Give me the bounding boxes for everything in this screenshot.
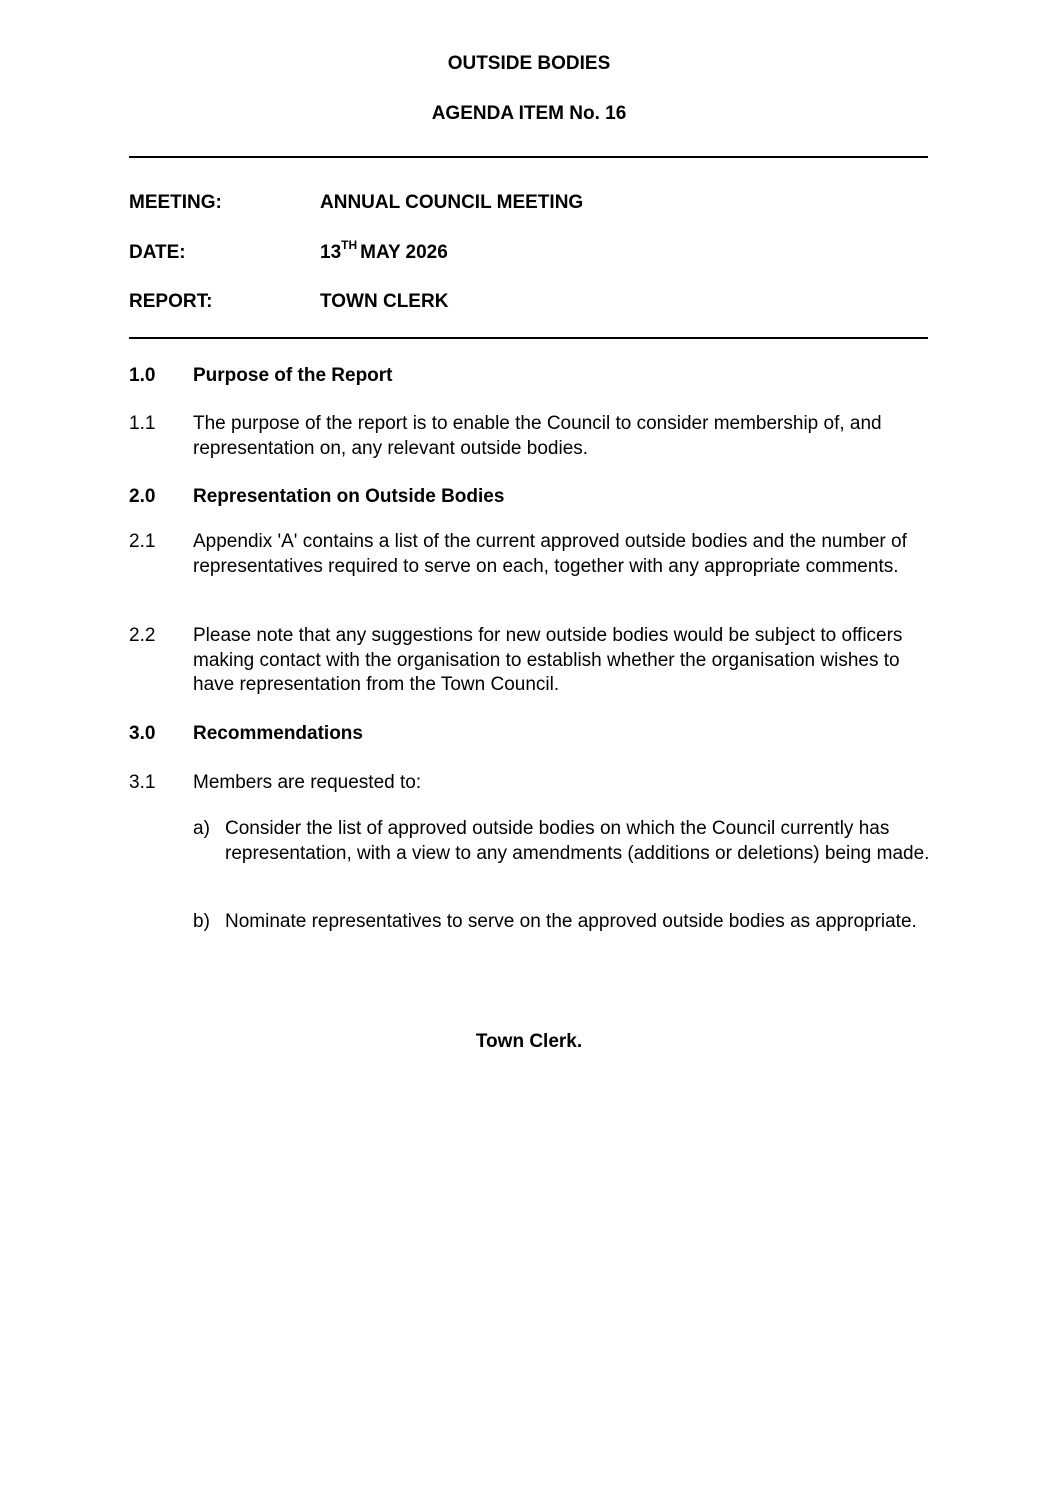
paragraph-3-1-text: Members are requested to:	[193, 772, 422, 793]
top-divider	[129, 156, 928, 158]
report-value: TOWN CLERK	[320, 291, 449, 312]
section-1-heading: Purpose of the Report	[193, 365, 393, 386]
agenda-item-number: AGENDA ITEM No. 16	[431, 103, 627, 124]
section-1-number: 1.0	[129, 365, 156, 386]
list-item-a-marker: a)	[193, 818, 210, 839]
section-2-number: 2.0	[129, 486, 156, 507]
date-suffix: TH	[341, 237, 358, 252]
signoff: Town Clerk.	[475, 1031, 583, 1052]
section-3-heading: Recommendations	[193, 723, 363, 744]
paragraph-2-1-number: 2.1	[129, 531, 156, 552]
paragraph-2-1-text: Appendix 'A' contains a list of the current approved outside bodies and the number of representatives required to serve on each, together with any appropriate comments.	[193, 531, 907, 577]
list-item-a-text: Consider the list of approved outside bodies on which the Council currently has representation, with a view to any amendments (additions or deletions) being made.	[225, 818, 930, 864]
section-2-heading: Representation on Outside Bodies	[193, 486, 505, 507]
paragraph-1-1-text: The purpose of the report is to enable the Council to consider membership of, and representation on, any relevant outside bodies.	[193, 413, 882, 459]
date-month-year: MAY 2026	[360, 242, 448, 263]
meeting-label: MEETING:	[129, 192, 222, 213]
date-day: 13	[320, 242, 342, 263]
date-value	[320, 237, 448, 264]
paragraph-3-1-number: 3.1	[129, 772, 156, 793]
list-item-b-text: Nominate representatives to serve on the approved outside bodies as appropriate.	[225, 911, 917, 932]
date-label: DATE:	[129, 242, 186, 263]
report-label: REPORT:	[129, 291, 213, 312]
list-item-b-marker: b)	[193, 911, 210, 932]
document-title: OUTSIDE BODIES	[447, 53, 611, 74]
meta-divider	[129, 337, 928, 339]
meeting-value: ANNUAL COUNCIL MEETING	[320, 192, 584, 213]
paragraph-1-1-number: 1.1	[129, 413, 156, 434]
section-3-number: 3.0	[129, 723, 156, 744]
paragraph-2-2-text: Please note that any suggestions for new outside bodies would be subject to officers making contact with the organisation to establish whether the organisation wishes to have representation from the Town Council.	[193, 625, 903, 695]
paragraph-2-2-number: 2.2	[129, 625, 156, 646]
